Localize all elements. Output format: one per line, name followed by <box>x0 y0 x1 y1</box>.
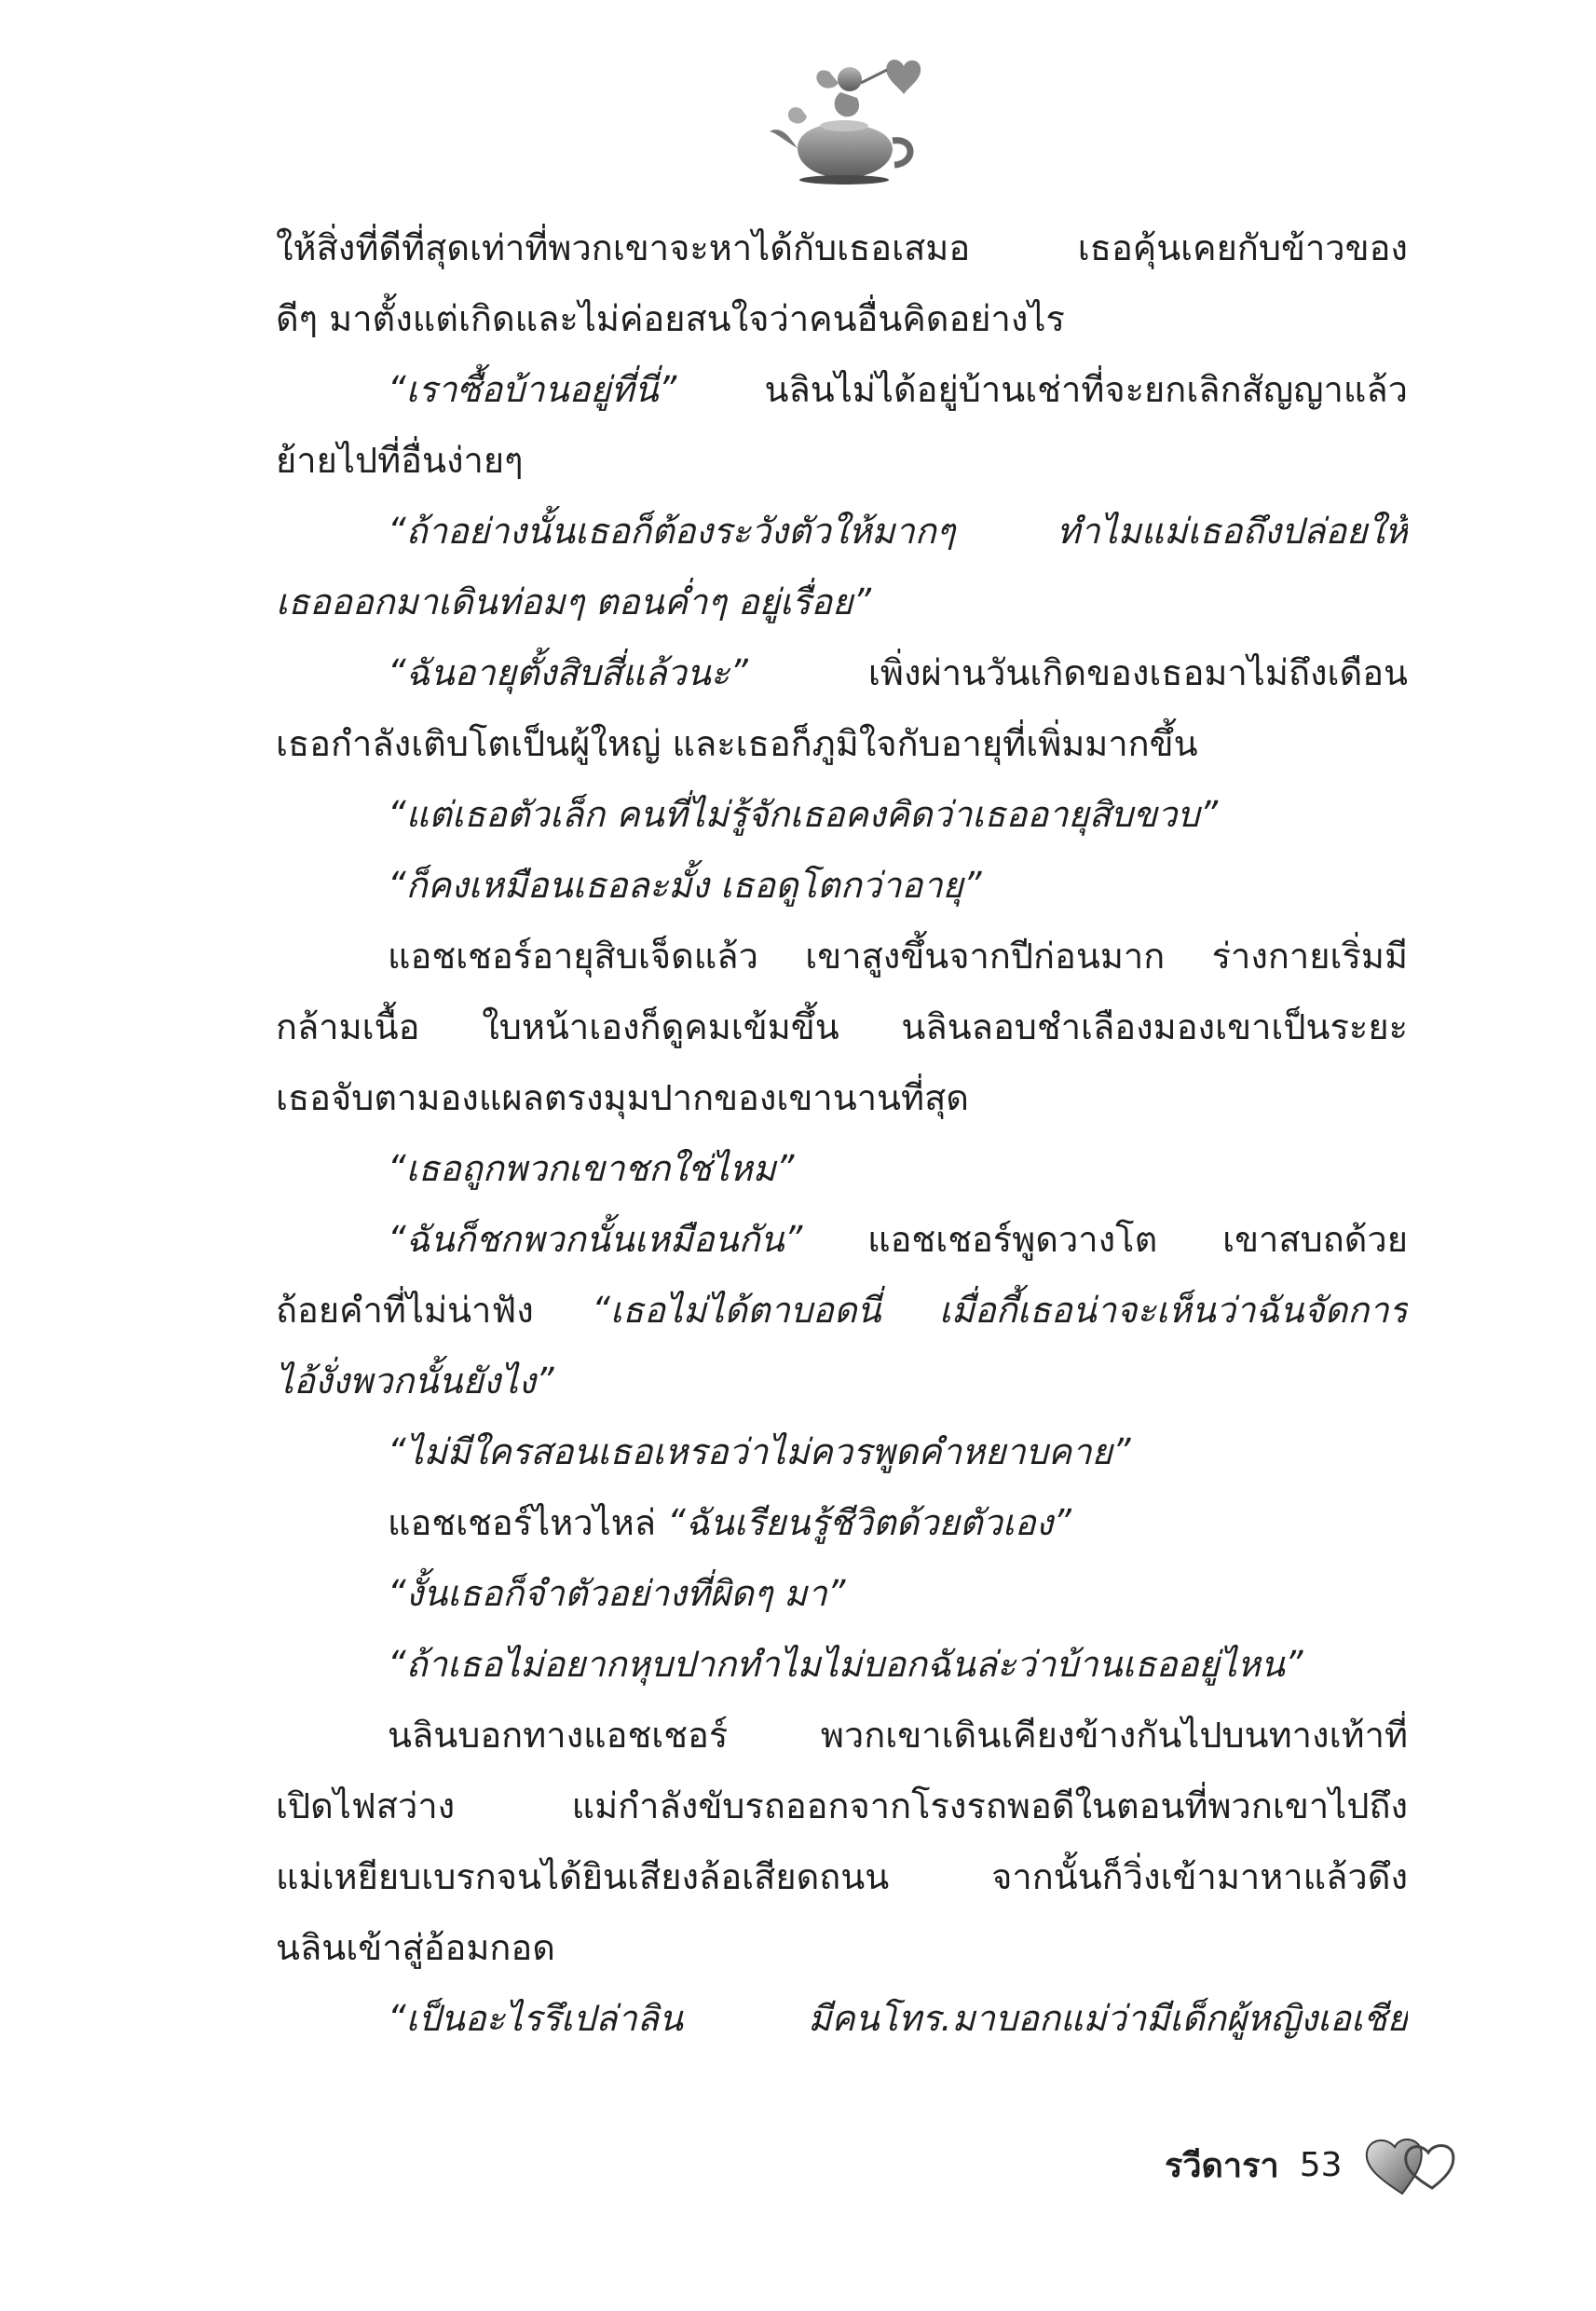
text-line <box>276 1346 1408 1416</box>
text-line <box>276 1983 1408 2054</box>
dialogue-text: “ถ้าเธอไม่อยากหุบปากทำไมไม่บอกฉันล่ะว่าบ้านเธออยู่ไหน” <box>388 1644 1303 1685</box>
dialogue-text: “ฉันก็ชกพวกนั้นเหมือนกัน” <box>388 1219 803 1260</box>
text-line <box>276 1416 1408 1487</box>
text-line <box>276 1558 1408 1629</box>
page-footer <box>1165 2132 1466 2197</box>
body-text <box>276 212 1408 2054</box>
book-title: รวีดารา <box>1165 2146 1279 2185</box>
text-line <box>276 1487 1408 1558</box>
narration-text: เปิดไฟสว่าง แม่กำลังขับรถออกจากโรงรถพอดีในตอนที่พวกเขาไปถึง <box>276 1785 1408 1826</box>
dialogue-text: “ฉันอายุตั้งสิบสี่แล้วนะ” <box>388 652 748 693</box>
text-line <box>276 708 1408 779</box>
cherub-teapot-ornament-icon <box>764 51 922 186</box>
narration-text: ให้สิ่งที่ดีที่สุดเท่าที่พวกเขาจะหาได้กับเธอเสมอ เธอคุ้นเคยกับข้าวของ <box>276 227 1408 268</box>
dialogue-text: “ฉันเรียนรู้ชีวิตด้วยตัวเอง” <box>667 1502 1071 1543</box>
narration-text: แอชเชอร์พูดวางโต เขาสบถด้วย <box>802 1219 1408 1260</box>
dialogue-text: เธอออกมาเดินท่อมๆ ตอนค่ำๆ อยู่เรื่อย” <box>276 581 872 622</box>
narration-text: เธอกำลังเติบโตเป็นผู้ใหญ่ และเธอก็ภูมิใจกับอายุที่เพิ่มมากขึ้น <box>276 723 1198 764</box>
text-line <box>276 779 1408 850</box>
twin-hearts-icon <box>1363 2132 1466 2197</box>
text-line <box>276 425 1408 496</box>
text-line <box>276 921 1408 991</box>
narration-text: เธอจับตามองแผลตรงมุมปากของเขานานที่สุด <box>276 1077 969 1118</box>
dialogue-text: “ถ้าอย่างนั้นเธอก็ต้องระวังตัวให้มากๆ ทำไมแม่เธอถึงปล่อยให้ <box>388 511 1408 552</box>
text-line <box>276 1700 1408 1771</box>
dialogue-text: “เธอถูกพวกเขาชกใช่ไหม” <box>388 1148 795 1189</box>
text-line <box>276 1062 1408 1133</box>
dialogue-text: “เป็นอะไรรึเปล่าลิน มีคนโทร.มาบอกแม่ว่ามีเด็กผู้หญิงเอเชีย <box>388 1998 1408 2039</box>
narration-text: แอชเชอร์ไหวไหล่ <box>388 1502 668 1543</box>
narration-text: นลินบอกทางแอชเชอร์ พวกเขาเดินเคียงข้างกันไปบนทางเท้าที่ <box>388 1715 1408 1756</box>
text-line <box>276 850 1408 921</box>
narration-text: แอชเชอร์อายุสิบเจ็ดแล้ว เขาสูงขึ้นจากปีก่อนมาก ร่างกายเริ่มมี <box>388 936 1408 977</box>
dialogue-text: “ไม่มีใครสอนเธอเหรอว่าไม่ควรพูดคำหยาบคาย” <box>388 1431 1131 1472</box>
narration-text: นลินเข้าสู่อ้อมกอด <box>276 1927 555 1968</box>
dialogue-text: “งั้นเธอก็จำตัวอย่างที่ผิดๆ มา” <box>388 1573 846 1614</box>
narration-text: ย้ายไปที่อื่นง่ายๆ <box>276 440 524 481</box>
dialogue-text: “ก็คงเหมือนเธอละมั้ง เธอดูโตกว่าอายุ” <box>388 865 982 906</box>
text-line <box>276 637 1408 708</box>
text-line <box>276 1204 1408 1275</box>
text-line <box>276 283 1408 354</box>
dialogue-text: ไอ้งั่งพวกนั้นยังไง” <box>276 1361 554 1402</box>
text-line <box>276 1771 1408 1841</box>
narration-text: ถ้อยคำที่ไม่น่าฟัง <box>276 1290 593 1331</box>
dialogue-text: “เธอไม่ได้ตาบอดนี่ เมื่อกี้เธอน่าจะเห็นว่าฉันจัดการ <box>592 1290 1408 1331</box>
narration-text: เพิ่งผ่านวันเกิดของเธอมาไม่ถึงเดือน <box>747 652 1408 693</box>
narration-text: ดีๆ มาตั้งแต่เกิดและไม่ค่อยสนใจว่าคนอื่นคิดอย่างไร <box>276 298 1065 339</box>
text-line <box>276 1275 1408 1346</box>
text-line <box>276 1912 1408 1983</box>
text-line <box>276 1629 1408 1700</box>
narration-text: นลินไม่ได้อยู่บ้านเช่าที่จะยกเลิกสัญญาแล้ว <box>676 369 1408 410</box>
dialogue-text: “แต่เธอตัวเล็ก คนที่ไม่รู้จักเธอคงคิดว่าเธออายุสิบขวบ” <box>388 794 1219 835</box>
narration-text: แม่เหยียบเบรกจนได้ยินเสียงล้อเสียดถนน จากนั้นก็วิ่งเข้ามาหาแล้วดึง <box>276 1856 1408 1897</box>
dialogue-text: “เราซื้อบ้านอยู่ที่นี่” <box>388 369 677 410</box>
text-line <box>276 354 1408 425</box>
text-line <box>276 212 1408 283</box>
text-line <box>276 991 1408 1062</box>
text-line <box>276 1133 1408 1204</box>
text-line <box>276 567 1408 637</box>
page-number: 53 <box>1299 2145 1343 2184</box>
narration-text: กล้ามเนื้อ ใบหน้าเองก็ดูคมเข้มขึ้น นลินลอบชำเลืองมองเขาเป็นระยะ <box>276 1006 1408 1047</box>
text-line <box>276 496 1408 567</box>
text-line <box>276 1841 1408 1912</box>
